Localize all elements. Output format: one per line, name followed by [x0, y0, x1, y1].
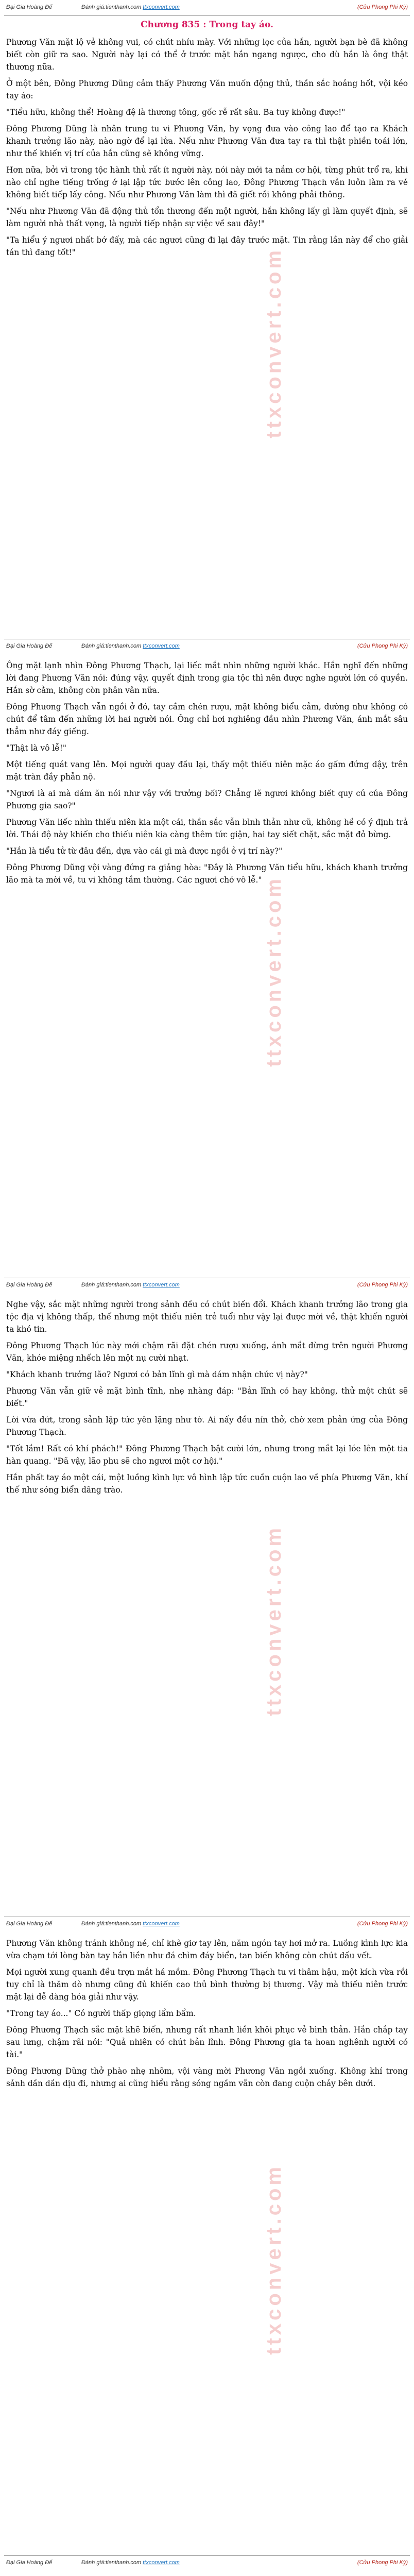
paragraph: Đông Phương Dũng thở phào nhẹ nhõm, vội vàng mời Phương Văn ngồi xuống. Không khí trong sảnh dần dần dịu đi, nhưng ai cũng hiểu rằng sóng ngầm vẫn còn đang cuộn chảy bên dưới.	[6, 2066, 408, 2088]
paragraph: "Ta hiểu ý ngươi nhất bớ đấy, mà các ngươi cũng đi lại đây trước mặt. Tin rằng lần này để cho giải tán thì đang tốt!"	[6, 235, 408, 257]
header-note	[81, 1921, 180, 1927]
paragraph: Nghe vậy, sắc mặt những người trong sảnh đều có chút biến đổi. Khách khanh trưởng lão trong gia tộc địa vị không thấp, thế nhưng một thiếu niên trẻ tuổi như vậy lại được mời về, thật khiến người ta khó tin.	[6, 1300, 408, 1334]
header-site-link[interactable]: ttxconvert.com	[143, 2560, 180, 2566]
author: (Cửu Phong Phi Kỳ)	[357, 1282, 408, 1288]
paragraph: "Hắn là tiểu tử từ đâu đến, dựa vào cái gì mà được ngồi ở vị trí này?"	[6, 846, 283, 856]
page-1-content	[6, 36, 408, 263]
paragraph: Mọi người xung quanh đều trợn mắt há mồm. Đông Phương Thạch tu vi thâm hậu, một kích vừa rồi tuy chỉ là thăm dò nhưng cũng đủ khiến cao thủ bình thường bị thương. Vậy mà thiếu niên trước mặt lại dễ dàng hóa giải như vậy.	[6, 1968, 408, 2002]
header-site-text: Đánh giá:tienthanh.com	[81, 643, 142, 649]
paragraph: "Nếu như Phương Văn đã động thủ tổn thương đến một người, hắn không lấy gì làm quyết định, sẽ làm người nhà thất vọng, là người tiếp nhận sự việc về sau đây!"	[6, 207, 408, 228]
header-site-text: Đánh giá:tienthanh.com	[81, 1921, 142, 1927]
paragraph: Đông Phương Thạch lúc này mới chậm rãi đặt chén rượu xuống, ánh mắt dừng trên người Phương Văn, khóe miệng nhếch lên một nụ cười nhạt.	[6, 1341, 408, 1363]
header-note	[81, 2560, 180, 2566]
header-site-text: Đánh giá:tienthanh.com	[81, 1282, 142, 1288]
paragraph: Ông mặt lạnh nhìn Đông Phương Thạch, lại liếc mắt nhìn những người khác. Hắn nghĩ đến những lời đang Phương Văn nói: đúng vậy, quyết định trong gia tộc thì nên được nghe người lớn có quyền. Hắn sờ cằm, không còn phân vân nữa.	[6, 661, 408, 695]
page-header	[4, 642, 410, 654]
chapter-title: Chương 835 : Trong tay áo.	[141, 20, 273, 30]
paragraph: Hơn nữa, bởi vì trong tộc hành thủ rất ít người này, nói này mới ta nắm cơ hội, từng phút trổ ra, khi nào chỉ nghe tiếng trống ở lại lập tức bước lên công lao, Đông Phương Thạch vẫn luôn làm ra vẻ không biết tiếp lấy công. Nếu như Phương Văn làm thì đã giết rồi không phải thông.	[6, 165, 408, 199]
author: (Cửu Phong Phi Kỳ)	[357, 1921, 408, 1927]
paragraph: Đông Phương Dũng vội vàng đứng ra giảng hòa: "Đây là Phương Văn tiểu hữu, khách khanh trưởng lão mà ta mời về, tu vi không tầm thường. Các ngươi chớ vô lễ."	[6, 863, 408, 885]
paragraph: Lời vừa dứt, trong sảnh lập tức yên lặng như tờ. Ai nấy đều nín thở, chờ xem phản ứng của Đông Phương Thạch.	[6, 1415, 408, 1437]
watermark: ttxconvert.com	[263, 1525, 285, 1716]
page-3-content	[6, 1298, 408, 1500]
book-title: Đại Gia Hoàng Đế	[6, 1921, 53, 1927]
author: (Cửu Phong Phi Kỳ)	[357, 643, 408, 649]
paragraph: "Ngươi là ai mà dám ăn nói như vậy với trưởng bối? Chẳng lẽ ngươi không biết quy củ của Đông Phương gia sao?"	[6, 789, 408, 810]
paragraph: Phương Văn mặt lộ vẻ không vui, có chút nhíu mày. Với những lọc của hắn, người bạn bè đã không biết còn giữ ra sao. Người này lại có thể ở trước mặt hắn ngang ngược, cho dù hắn là ông thật thương nữa.	[6, 38, 408, 72]
header-note	[81, 4, 180, 10]
book-title: Đại Gia Hoàng Đế	[6, 4, 53, 10]
page-header	[4, 1920, 410, 1932]
paragraph: Đông Phương Dũng là nhân trung tu vi Phương Văn, hy vọng đưa vào công lao để tạo ra Khách khanh trưởng lão này, nào ngờ để lại lửa. Nếu như Phương Văn đưa tay ra thì thật phiền toái lớn, như thế khiến vị trí của hắn cũng sẽ không vững.	[6, 124, 408, 158]
header-note	[81, 1282, 180, 1288]
paragraph: "Tiểu hữu, không thể! Hoàng đệ là thương tông, gốc rễ rất sâu. Ba tuy không được!"	[6, 108, 346, 117]
page-header	[4, 3, 410, 15]
paragraph: Hắn phất tay áo một cái, một luồng kình lực vô hình lập tức cuồn cuộn lao về phía Phương Văn, khí thế như sóng biển dâng trào.	[6, 1473, 408, 1495]
header-site-link[interactable]: ttxconvert.com	[143, 1921, 180, 1927]
page-divider	[4, 2555, 410, 2556]
header-site-link[interactable]: ttxconvert.com	[143, 643, 180, 649]
paragraph: "Khách khanh trưởng lão? Ngươi có bản lĩnh gì mà dám nhận chức vị này?"	[6, 1370, 308, 1379]
header-divider	[4, 15, 410, 16]
author: (Cửu Phong Phi Kỳ)	[357, 4, 408, 10]
book-title: Đại Gia Hoàng Đế	[6, 643, 53, 649]
page-4-content	[6, 1937, 408, 2094]
watermark: ttxconvert.com	[263, 876, 285, 1067]
book-title: Đại Gia Hoàng Đế	[6, 1282, 53, 1288]
book-title: Đại Gia Hoàng Đế	[6, 2560, 53, 2566]
header-site-link[interactable]: ttxconvert.com	[143, 1282, 180, 1288]
header-site-text: Đánh giá:tienthanh.com	[81, 2560, 142, 2566]
paragraph: "Trong tay áo..." Có người thấp giọng lẩm bẩm.	[6, 2009, 196, 2018]
paragraph: "Tốt lắm! Rất có khí phách!" Đông Phương Thạch bật cười lớn, nhưng trong mắt lại lóe lên một tia hàn quang. "Đã vậy, lão phu sẽ cho ngươi một cơ hội."	[6, 1444, 408, 1466]
paragraph: Phương Văn vẫn giữ vẻ mặt bình tĩnh, nhẹ nhàng đáp: "Bản lĩnh có hay không, thử một chút sẽ biết."	[6, 1386, 408, 1408]
header-site-link[interactable]: ttxconvert.com	[143, 4, 180, 10]
paragraph: Một tiếng quát vang lên. Mọi người quay đầu lại, thấy một thiếu niên mặc áo gấm đứng dậy, trên mặt tràn đầy phẫn nộ.	[6, 760, 408, 782]
paragraph: Ở một bên, Đông Phương Dũng cảm thấy Phương Văn muốn động thủ, thần sắc hoảng hốt, vội kéo tay áo:	[6, 79, 408, 100]
watermark: ttxconvert.com	[263, 247, 285, 438]
page-header	[4, 2558, 410, 2571]
header-note	[81, 643, 180, 649]
paragraph: Đông Phương Thạch vẫn ngồi ở đó, tay cầm chén rượu, mặt không biểu cảm, dường như không có chút để tâm đến những lời hai người nói. Ông chỉ hơi nghiêng đầu nhìn Phương Văn, ánh mắt sâu thẳm như đáy giếng.	[6, 702, 408, 736]
paragraph: Đông Phương Thạch sắc mặt khẽ biến, nhưng rất nhanh liền khôi phục vẻ bình thản. Hắn chắp tay sau lưng, chậm rãi nói: "Quả nhiên có chút bản lĩnh. Đông Phương gia ta hoan nghênh người có tài."	[6, 2025, 408, 2059]
paragraph: Phương Văn liếc nhìn thiếu niên kia một cái, thần sắc vẫn bình thản như cũ, không hề có ý định trả lời. Thái độ này khiến cho thiếu niên kia càng thêm tức giận, hai tay siết chặt, sắc mặt đỏ bừng.	[6, 818, 408, 839]
paragraph: "Thật là vô lễ!"	[6, 743, 67, 753]
author: (Cửu Phong Phi Kỳ)	[357, 2560, 408, 2566]
header-site-text: Đánh giá:tienthanh.com	[81, 4, 142, 10]
watermark: ttxconvert.com	[263, 2164, 285, 2355]
page-2-content	[6, 659, 408, 890]
paragraph: Phương Văn không tránh không né, chỉ khẽ giơ tay lên, năm ngón tay hơi mở ra. Luồng kình lực kia vừa chạm tới lòng bàn tay hắn liền như đá chìm đáy biển, tan biến không còn chút dấu vết.	[6, 1939, 408, 1960]
page-header	[4, 1281, 410, 1293]
